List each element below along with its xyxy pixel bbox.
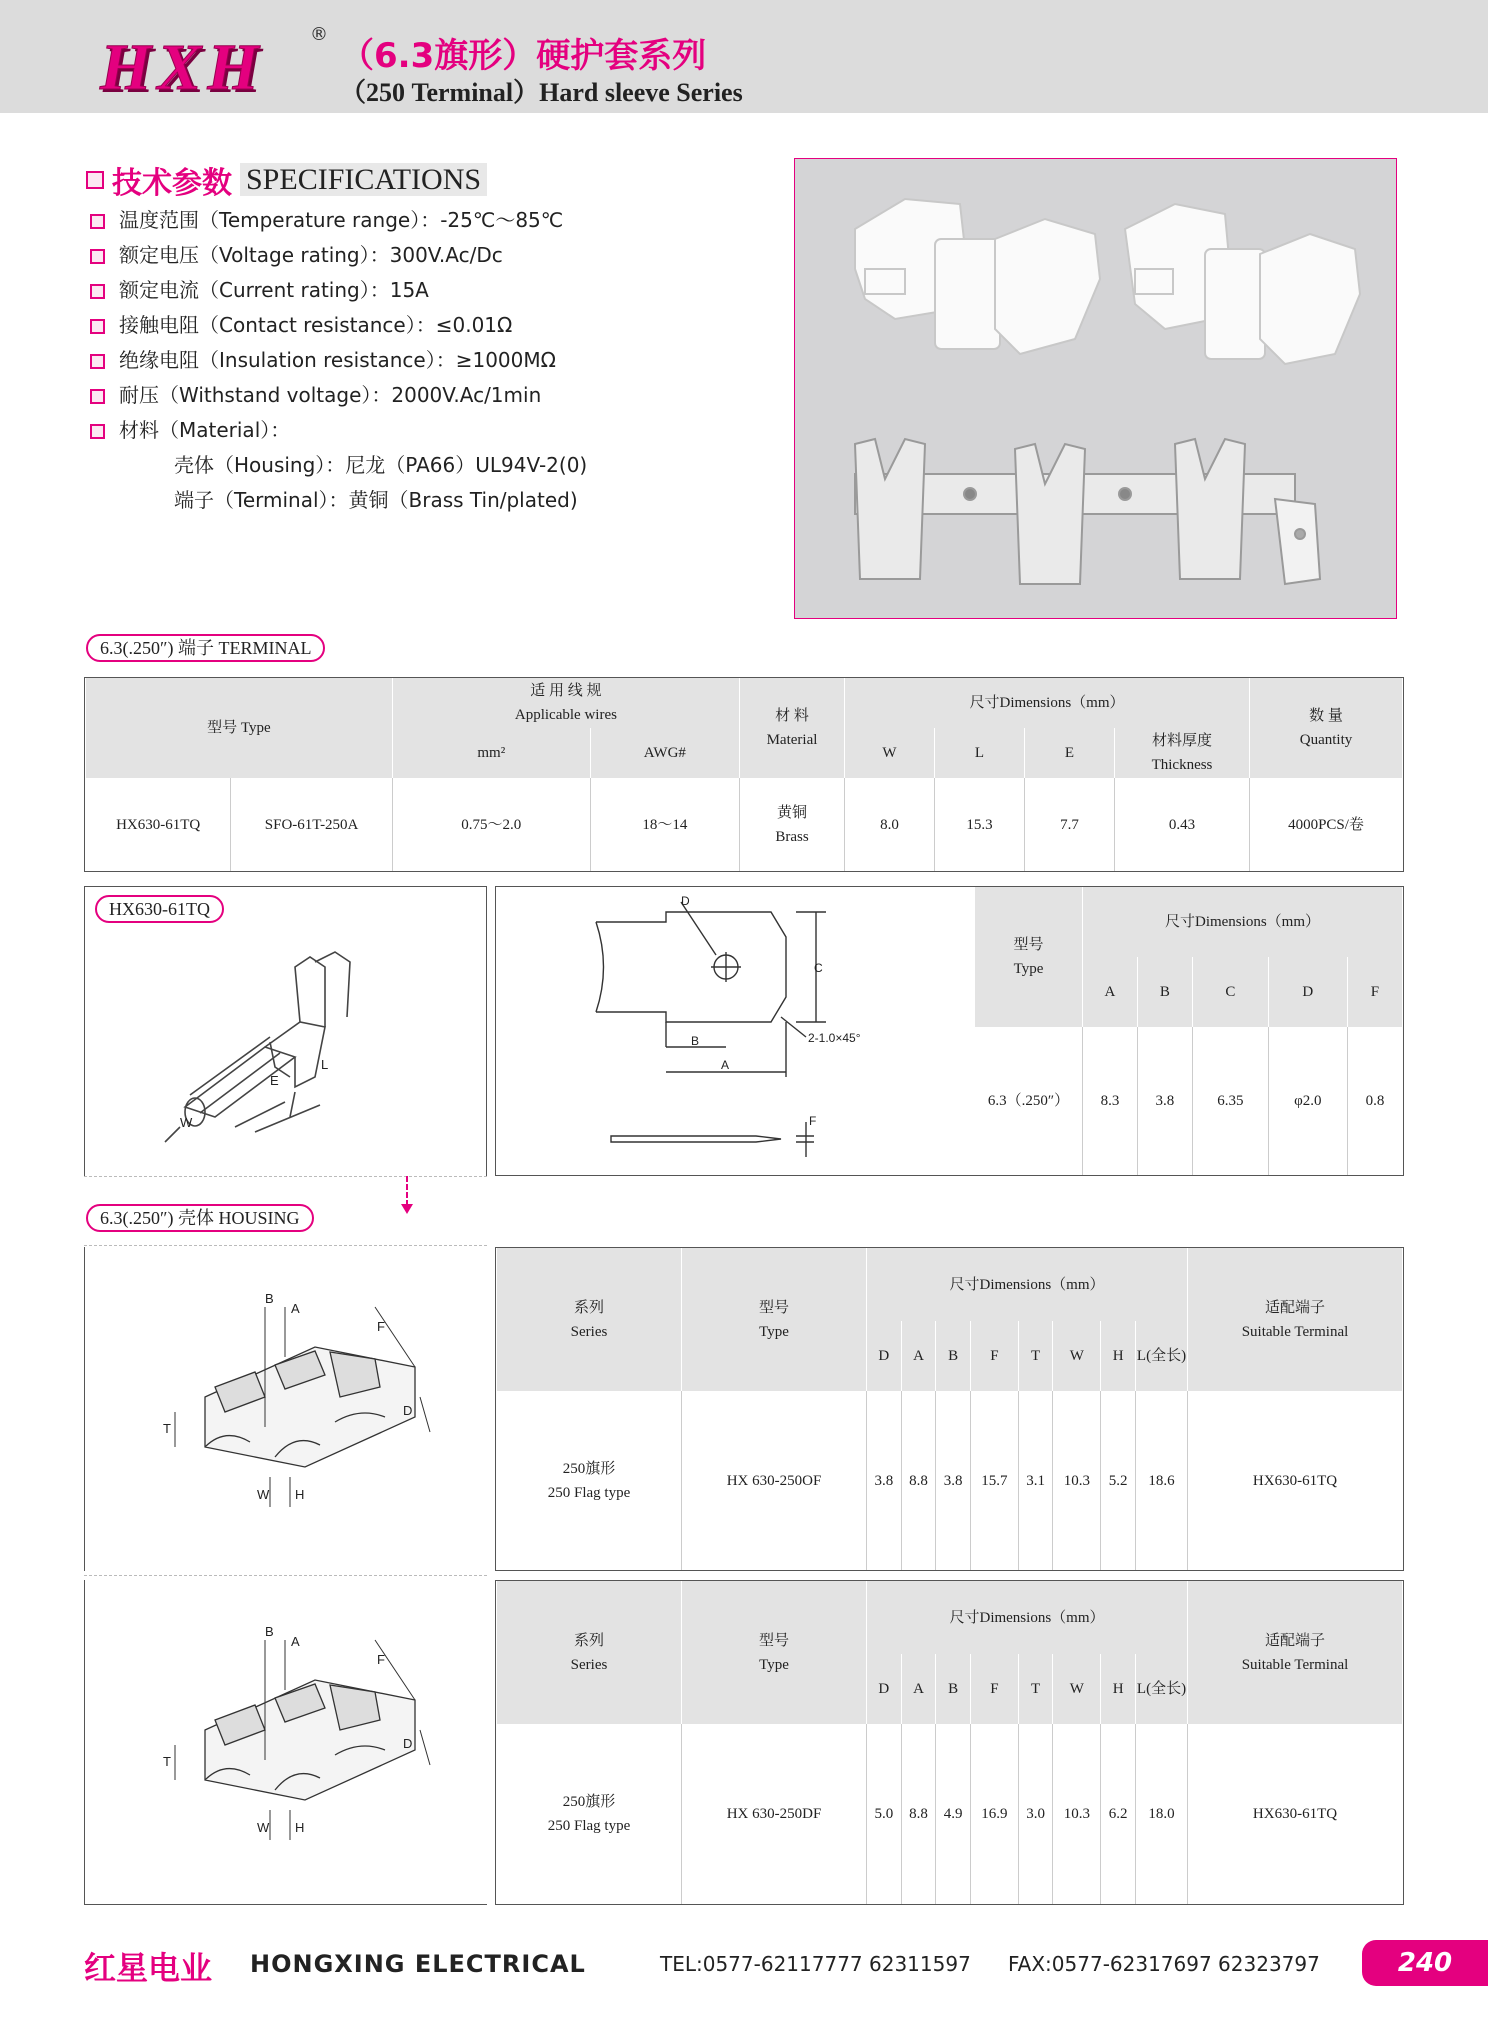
arrow-head-icon — [401, 1204, 413, 1214]
wires-header: 适 用 线 规 Applicable wires — [392, 678, 739, 728]
spec-row: 额定电压（Voltage rating）：300V.Ac/Dc — [90, 239, 503, 269]
chamfer-note: 2-1.0×45° — [808, 1031, 861, 1045]
down-arrow-icon — [406, 1176, 408, 1206]
awg-header: AWG# — [590, 728, 739, 778]
dimensions-header: 尺寸Dimensions（mm） — [1083, 887, 1403, 957]
spec-row: 绝缘电阻（Insulation resistance）：≥1000MΩ — [90, 344, 556, 374]
bullet-icon — [90, 389, 105, 404]
housing-drawing-2 — [84, 1580, 487, 1905]
spec-heading — [86, 158, 487, 202]
tab-dimension-table: 型号 Type 尺寸Dimensions（mm） A B C D F 6.3（.250″） 8.3 3.8 6.35 φ2.0 0.8 — [974, 887, 1403, 1175]
dim-letter-w: W — [257, 1820, 270, 1835]
terminal-drawing-label: HX630-61TQ — [95, 895, 224, 923]
housing-section-label: 6.3(.250″) 壳体 HOUSING — [86, 1204, 314, 1232]
dim-letter-d: D — [403, 1403, 413, 1418]
bullet-icon — [90, 249, 105, 264]
dim-letter-d: D — [681, 894, 690, 908]
spec-row: 接触电阻（Contact resistance）：≤0.01Ω — [90, 309, 512, 339]
product-photo — [794, 158, 1397, 619]
w-header: W — [845, 728, 935, 778]
company-name-cn: 红星电业 — [84, 1949, 213, 1987]
terminal-table-frame — [84, 677, 1404, 872]
housing-table-2-frame — [495, 1580, 1404, 1905]
table-row: 6.3（.250″） 8.3 3.8 6.35 φ2.0 0.8 — [975, 1027, 1403, 1175]
type-header: 型号 Type — [975, 887, 1083, 1027]
housing-table-1: 系列 Series 型号 Type 尺寸Dimensions（mm） 适配端子 Suitable Terminal D A B F T W H L(全长) 250旗形 250 Flag type HX 630-250OF 3.8 8.8 3.8 15.7 3.1 10.3 5.2 18.6 HX630-61TQ — [496, 1248, 1403, 1570]
dim-letter-a: A — [291, 1634, 300, 1649]
housing-table-2: 系列 Series 型号 Type 尺寸Dimensions（mm） 适配端子 Suitable Terminal D A B F T W H L(全长) 250旗形 250 Flag type HX 630-250DF 5.0 8.8 4.9 16.9 3.0 10.3 6.2 18.0 HX630-61TQ — [496, 1581, 1403, 1904]
terminal-3d-drawing — [84, 886, 487, 1176]
spec-row: 材料（Material）： — [90, 414, 290, 444]
dim-letter-c: C — [814, 961, 823, 975]
dim-letter-b: B — [265, 1624, 274, 1639]
dimensions-header: 尺寸Dimensions（mm） — [845, 678, 1250, 728]
dim-letter-w: W — [180, 1115, 193, 1130]
spec-heading-en: SPECIFICATIONS — [240, 163, 487, 196]
divider — [84, 1575, 487, 1576]
table-row: HX630-61TQ SFO-61T-250A 0.75～2.0 18～14 黄铜 Brass 8.0 15.3 7.7 0.43 4000PCS/卷 — [86, 778, 1403, 871]
material-terminal: 端子（Terminal）：黄铜（Brass Tin/plated) — [174, 488, 578, 512]
l-header: L — [935, 728, 1025, 778]
bullet-icon — [86, 171, 104, 189]
dim-letter-a: A — [291, 1301, 300, 1316]
terminal-section-label: 6.3(.250″) 端子 TERMINAL — [86, 634, 325, 662]
housing-table-1-frame — [495, 1247, 1404, 1571]
dim-letter-h: H — [295, 1820, 305, 1835]
bullet-icon — [90, 284, 105, 299]
bullet-icon — [90, 319, 105, 334]
page-title-en: （250 Terminal）Hard sleeve Series — [340, 78, 743, 107]
spec-row: 温度范围（Temperature range）：-25℃～85℃ — [90, 204, 563, 234]
page-number: 240 — [1362, 1940, 1488, 1986]
material-housing: 壳体（Housing）：尼龙（PA66）UL94V-2(0) — [174, 453, 588, 477]
dim-letter-t: T — [163, 1754, 171, 1769]
type-header: 型号 Type — [86, 678, 393, 778]
housing-drawing-1 — [84, 1247, 487, 1571]
thickness-header: 材料厚度 Thickness — [1115, 728, 1250, 778]
dim-letter-e: E — [270, 1073, 279, 1088]
dim-letter-b: B — [691, 1034, 700, 1048]
divider — [84, 1245, 487, 1246]
dim-letter-t: T — [163, 1421, 171, 1436]
footer-tel: TEL:0577-62117777 62311597 — [660, 1952, 971, 1976]
bullet-icon — [90, 354, 105, 369]
mm2-header: mm² — [392, 728, 590, 778]
material-header: 材 料 Material — [740, 678, 845, 778]
page-title-cn: （6.3旗形）硬护套系列 — [340, 36, 707, 76]
dim-letter-a: A — [721, 1058, 730, 1072]
dim-letter-h: H — [295, 1487, 305, 1502]
dim-letter-d: D — [403, 1736, 413, 1751]
table-row: 250旗形 250 Flag type HX 630-250OF 3.8 8.8 3.8 15.7 3.1 10.3 5.2 18.6 HX630-61TQ — [497, 1391, 1403, 1570]
footer-fax: FAX:0577-62317697 62323797 — [1008, 1952, 1320, 1976]
terminal-dimension-panel — [495, 886, 1404, 1176]
dim-letter-b: B — [265, 1291, 274, 1306]
dim-letter-w: W — [257, 1487, 270, 1502]
company-name-en: HONGXING ELECTRICAL — [250, 1950, 586, 1978]
table-row: 250旗形 250 Flag type HX 630-250DF 5.0 8.8 4.9 16.9 3.0 10.3 6.2 18.0 HX630-61TQ — [497, 1724, 1403, 1904]
bullet-icon — [90, 214, 105, 229]
dim-letter-l: L — [321, 1057, 329, 1072]
terminal-spec-table — [85, 678, 1403, 871]
brand-logo: HXH — [100, 31, 265, 104]
dim-letter-f: F — [377, 1319, 385, 1334]
spec-heading-cn: 技术参数 — [112, 166, 232, 201]
dim-letter-f: F — [377, 1652, 385, 1667]
e-header: E — [1025, 728, 1115, 778]
registered-mark: ® — [310, 24, 328, 45]
bullet-icon — [90, 424, 105, 439]
dim-letter-f: F — [809, 1114, 817, 1128]
quantity-header: 数 量 Quantity — [1250, 678, 1403, 778]
divider — [84, 1176, 487, 1177]
spec-row: 额定电流（Current rating）：15A — [90, 274, 429, 304]
spec-row: 耐压（Withstand voltage）：2000V.Ac/1min — [90, 379, 541, 409]
